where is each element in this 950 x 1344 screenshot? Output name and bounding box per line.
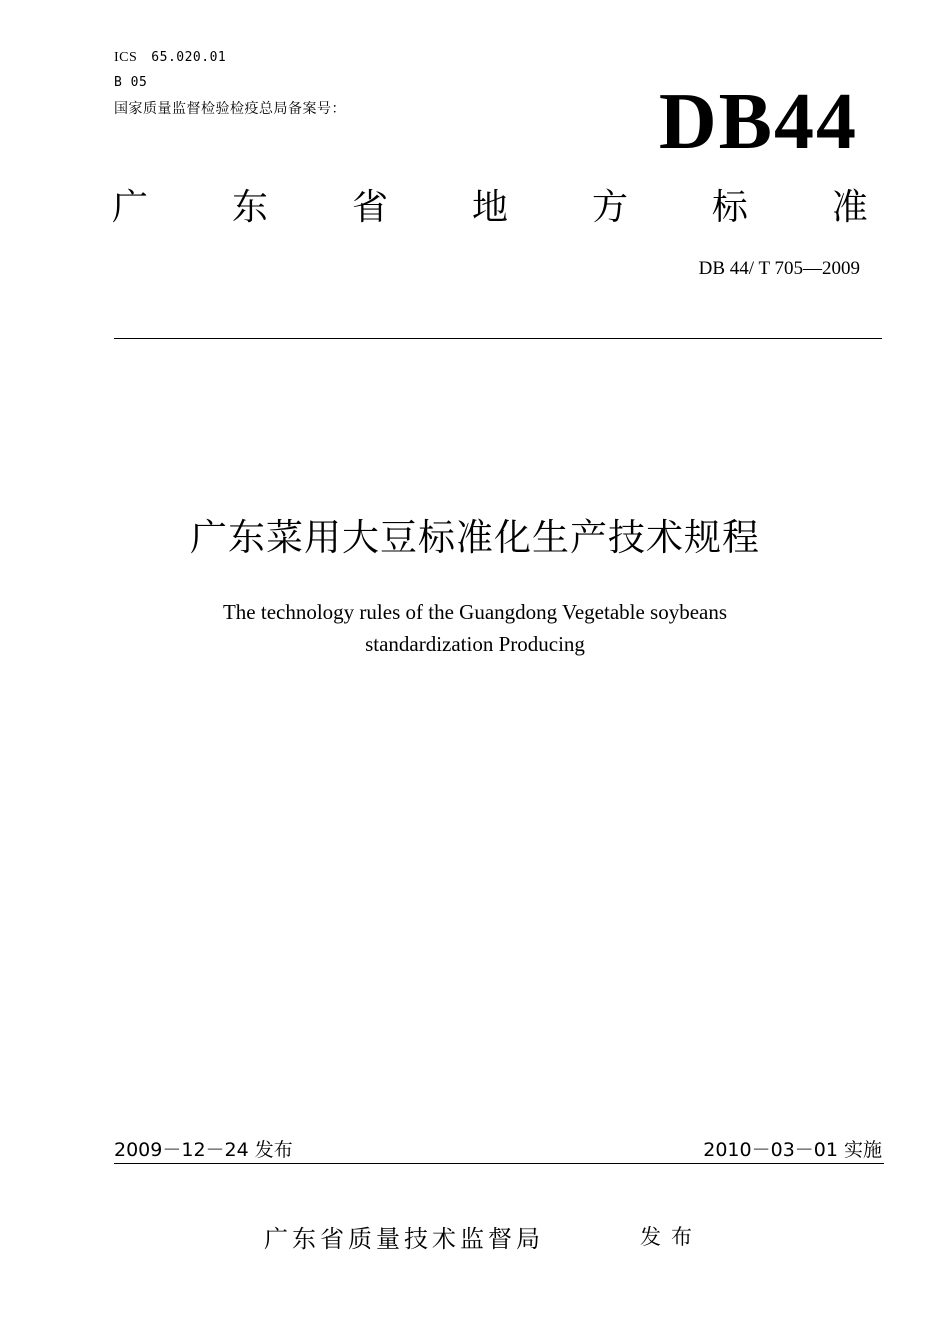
ics-label: ICS [114,50,138,65]
standard-type-char: 广 [112,187,149,228]
standard-type-char: 东 [231,187,268,228]
document-title-en [0,596,950,660]
ics-code: 65.020.01 [151,50,227,65]
document-title-cn: 广东菜用大豆标准化生产技术规程 [190,516,760,559]
db-code-mark: DB44 [658,78,858,166]
issuing-authority: 广东省质量技术监督局 [264,1225,544,1253]
ics-line [114,50,226,66]
standard-type-char: 标 [711,187,748,228]
top-divider [114,338,882,339]
standard-number: DB 44/ T 705—2009 [698,258,860,279]
issue-verb: 发布 [640,1225,702,1249]
standard-type-char: 准 [831,187,868,228]
standard-type-heading [112,184,868,232]
issue-date: 2009－12－24 发布 [114,1139,293,1161]
standard-type-char: 方 [591,187,628,228]
standard-type-char: 地 [471,187,508,228]
title-en-line-1: The technology rules of the Guangdong Vegetable soybeans [222,600,728,624]
standard-type-char: 省 [351,187,388,228]
bottom-divider [114,1163,884,1164]
classification-code: B 05 [114,75,148,90]
implementation-date: 2010－03－01 实施 [703,1139,882,1161]
record-number-label: 国家质量监督检验检疫总局备案号： [114,101,346,117]
title-en-line-2: standardization Producing [365,632,585,656]
